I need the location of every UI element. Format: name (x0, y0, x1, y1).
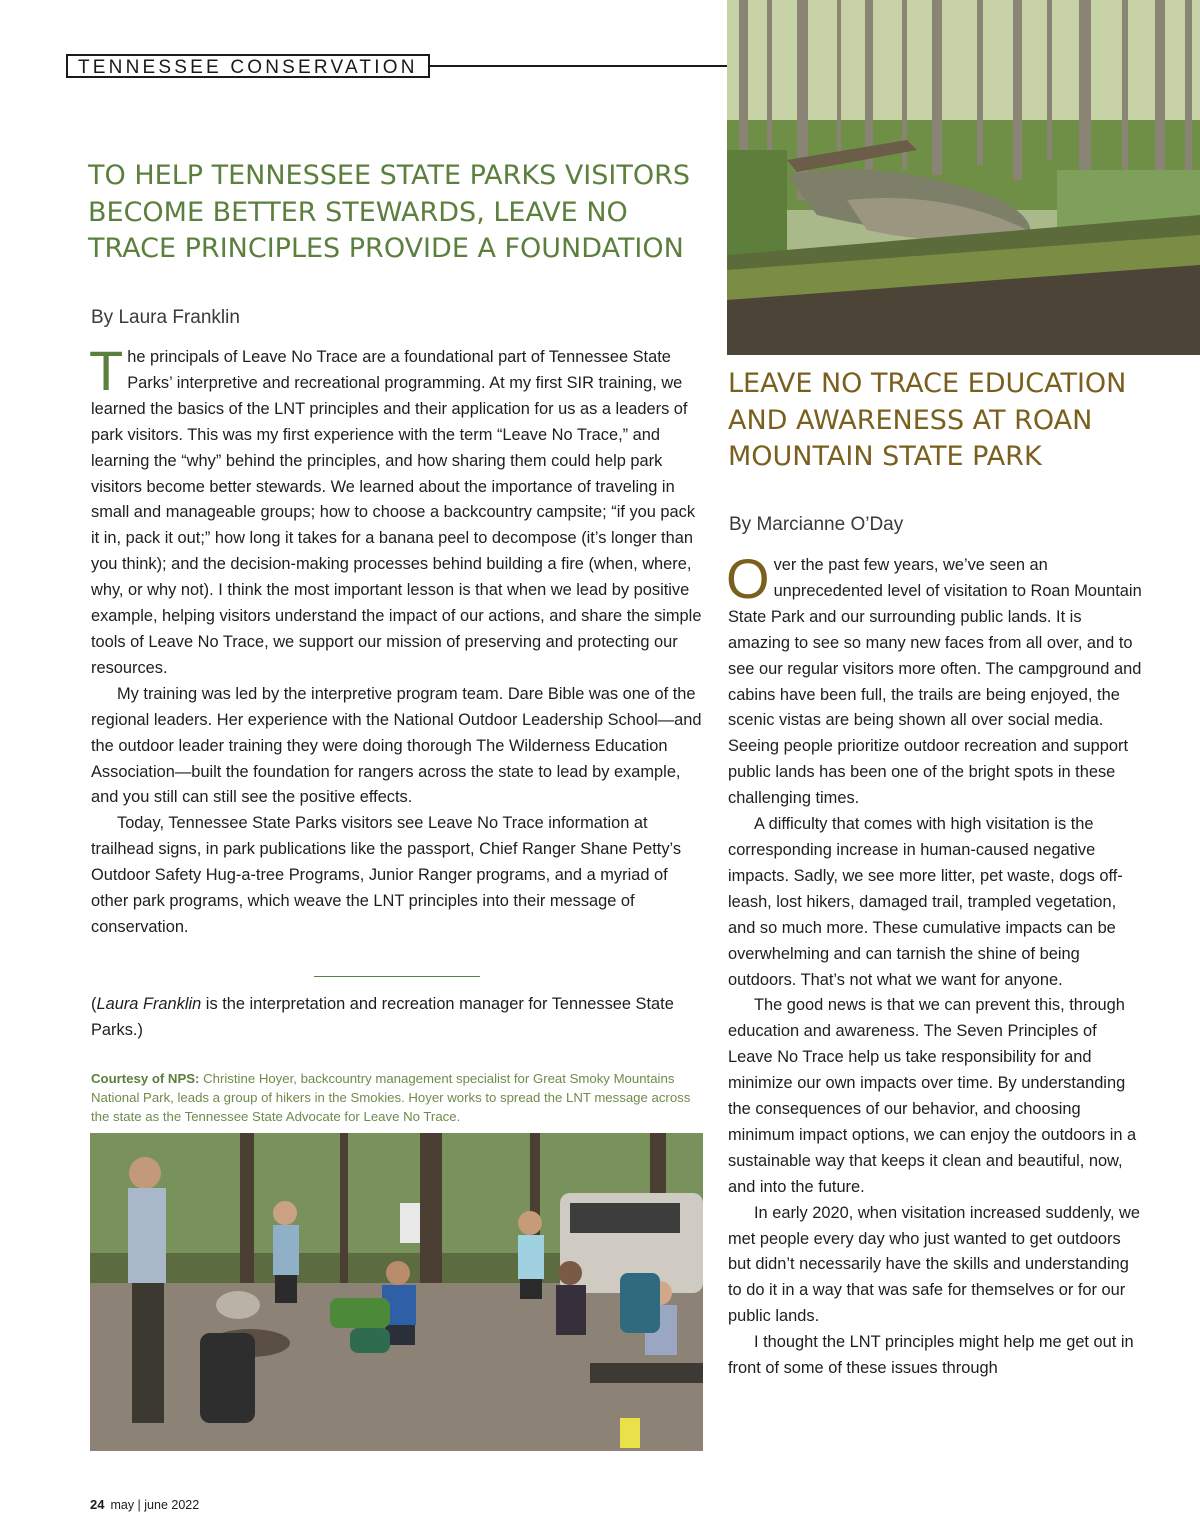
section-tag: TENNESSEE CONSERVATION (66, 54, 430, 78)
body-paragraph (89, 339, 705, 682)
article-headline: TO HELP TENNESSEE STATE PARKS VISITORS BECOME BETTER STEWARDS, LEAVE NO TRACE PRINCIPLES PROVIDE A FOUNDATION (88, 160, 691, 264)
page-number: 24 (90, 1497, 105, 1512)
body-paragraph: Today, Tennessee State Parks visitors see Leave No Trace information at trailhead signs, in park publications like the passport, Chief Ranger Shane Petty’s Outdoor Safety Hug-a-tree Programs, Junior Ranger programs, and a myriad of other park programs, which weave the LNT principles into their message of conservation. (91, 814, 682, 936)
body-paragraph (726, 547, 1142, 812)
drop-cap: T (89, 339, 124, 402)
bio-text: is the interpretation and recreation manager for Tennessee State Parks.) (91, 995, 674, 1039)
body-paragraph: I thought the LNT principles might help me get out in front of some of these issues through (728, 1333, 1134, 1378)
section-tag-rule (428, 65, 728, 67)
body-paragraph: My training was led by the interpretive program team. Dare Bible was one of the regional leaders. Her experience with the National Outdoor Leadership School—and the outdoor leader training they were doing thorough The Wilderness Education Association—built the foundation for rangers across the state to lead by example, and you still can still see the positive effects. (91, 684, 702, 807)
article-byline: By Laura Franklin (91, 307, 240, 328)
hikers-group-photo (90, 1133, 703, 1451)
photo-credit: Courtesy of NPS: (91, 1071, 200, 1086)
bio-author-name: Laura Franklin (96, 995, 202, 1013)
drop-cap: O (726, 547, 770, 610)
paragraph-text: ver the past few years, we’ve seen an unprecedented level of visitation to Roan Mountain State Park and our surrounding public lands. It is amazing to see so many new faces from all over, and to see our regular visitors more often. The campground and cabins have been full, the trails are being enjoyed, the scenic vistas are being shown all over social media. Seeing people prioritize outdoor recreation and support public lands has been one of the bright spots in these challenging times. (728, 556, 1142, 808)
article-body (726, 547, 1142, 1382)
caption-text: Christine Hoyer, backcountry management specialist for Great Smoky Mountains National Park, leads a group of hikers in the Smokies. Hoyer works to spread the LNT message across the state as the Tennessee State Advocate for Leave No Trace. (91, 1071, 691, 1124)
page-footer (90, 1497, 199, 1512)
article-headline: LEAVE NO TRACE EDUCATION AND AWARENESS AT ROAN MOUNTAIN STATE PARK (728, 368, 1127, 472)
section-divider (314, 976, 480, 977)
bio-open: ( (91, 995, 97, 1013)
body-paragraph: The good news is that we can prevent this, through education and awareness. The Seven Principles of Leave No Trace help us take responsibility for and minimize our own impacts over time. By understanding the consequences of our behavior, and choosing minimum impact options, we can enjoy the outdoors in a sustainable way that keeps it clean and beautiful, now, and into the future. (728, 996, 1137, 1196)
body-paragraph: In early 2020, when visitation increased suddenly, we met people every day who just wanted to get outdoors but didn’t necessarily have the skills and understanding to do it in a way that was safe for themselves or for our public lands. (728, 1203, 1141, 1326)
photo-caption (91, 1069, 703, 1126)
article-body (89, 339, 705, 941)
body-paragraph: A difficulty that comes with high visitation is the corresponding increase in human-caused negative impacts. Sadly, we see more litter, pet waste, dogs off-leash, lost hikers, damaged trail, trampled vegetation, and so much more. These cumulative impacts can be overwhelming and can tarnish the shine of being outdoors. That’s not what we want for anyone. (728, 815, 1123, 989)
article-byline: By Marcianne O’Day (729, 514, 904, 535)
paragraph-text: he principals of Leave No Trace are a foundational part of Tennessee State Parks’ interpretive and recreational programming. At my first SIR training, we learned the basics of the LNT principles and their application for us as a leaders of park visitors. This was my first experience with the term “Leave No Trace,” and learning the “why” behind the principles, and how sharing them could help park visitors become better stewards. We learned about the importance of traveling in small and manageable groups; how to choose a backcountry campsite; “if you pack it in, pack it out;” how long it takes for a banana peel to decompose (it’s longer than you think); and the decision-making processes behind building a fire (when, where, why, or why not). I think the most important lesson is that when we lead by positive example, helping visitors understand the impact of our actions, and share the simple tools of Leave No Trace, we support our mission of preserving and protecting our resources. (91, 348, 702, 677)
author-bio (91, 992, 705, 1044)
forest-stream-photo (727, 0, 1200, 355)
issue-date: may | june 2022 (110, 1498, 200, 1512)
